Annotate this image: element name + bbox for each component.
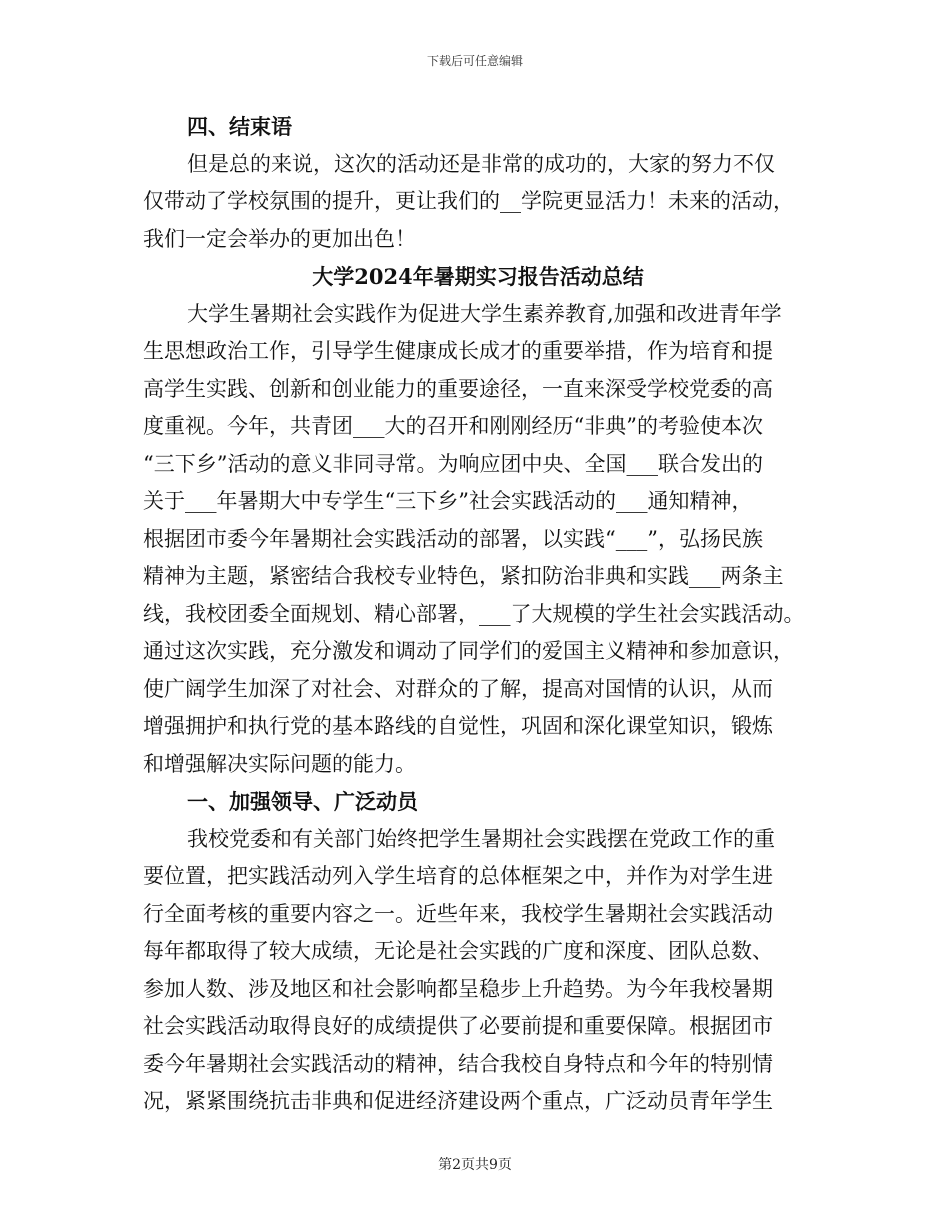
paragraph-line: 增强拥护和执行党的基本路线的自觉性，巩固和深化课堂知识，锻炼 bbox=[143, 714, 773, 738]
paragraph-line: “三下乡”活动的意义非同寻常。为响应团中央、全国___联合发出的 bbox=[143, 451, 763, 476]
page-number: 第2页共9页 bbox=[438, 1157, 512, 1173]
section-four-heading: 四、结束语 bbox=[187, 114, 292, 139]
paragraph-line: 社会实践活动取得良好的成绩提供了必要前提和重要保障。根据团市 bbox=[143, 1014, 773, 1038]
paragraph-line: 仅带动了学校氛围的提升，更让我们的__学院更显活力！未来的活动， bbox=[143, 189, 794, 213]
paragraph-line: 要位置，把实践活动列入学生培育的总体框架之中，并作为对学生进 bbox=[143, 864, 773, 888]
paragraph-line: 生思想政治工作，引导学生健康成长成才的重要举措，作为培育和提 bbox=[143, 339, 773, 363]
paragraph-line: 大学生暑期社会实践作为促进大学生素养教育,加强和改进青年学 bbox=[187, 301, 782, 326]
page-header: 下载后可任意编辑 bbox=[426, 54, 523, 68]
paragraph-line: 况，紧紧围绕抗击非典和促进经济建设两个重点，广泛动员青年学生 bbox=[143, 1089, 773, 1113]
paragraph-line: 和增强解决实际问题的能力。 bbox=[143, 751, 416, 776]
paragraph-line: 参加人数、涉及地区和社会影响都呈稳步上升趋势。为今年我校暑期 bbox=[143, 976, 773, 1001]
paragraph-line: 高学生实践、创新和创业能力的重要途径，一直来深受学校党委的高 bbox=[143, 376, 773, 401]
paragraph-line: 线，我校团委全面规划、精心部署，___了大规模的学生社会实践活动。 bbox=[143, 601, 805, 626]
paragraph-line: 度重视。今年，共青团___大的召开和刚刚经历“非典”的考验使本次 bbox=[143, 414, 763, 438]
article-title: 大学2024年暑期实习报告活动总结 bbox=[312, 264, 644, 289]
paragraph-line: 精神为主题，紧密结合我校专业特色，紧扣防治非典和实践___两条主 bbox=[143, 564, 784, 588]
paragraph-line: 行全面考核的重要内容之一。近些年来，我校学生暑期社会实践活动 bbox=[143, 901, 773, 926]
paragraph-line: 委今年暑期社会实践活动的精神，结合我校自身特点和今年的特别情 bbox=[143, 1051, 773, 1076]
paragraph-line: 我校党委和有关部门始终把学生暑期社会实践摆在党政工作的重 bbox=[187, 826, 775, 851]
document-body bbox=[143, 108, 813, 1121]
section-one-heading: 一、加强领导、广泛动员 bbox=[187, 789, 418, 814]
paragraph-line: 每年都取得了较大成绩，无论是社会实践的广度和深度、团队总数、 bbox=[143, 939, 773, 963]
paragraph-line: 根据团市委今年暑期社会实践活动的部署，以实践“___”，弘扬民族 bbox=[143, 526, 763, 551]
paragraph-line: 通过这次实践，充分激发和调动了同学们的爱国主义精神和参加意识， bbox=[143, 639, 794, 663]
paragraph-line: 使广阔学生加深了对社会、对群众的了解，提高对国情的认识，从而 bbox=[143, 676, 773, 701]
paragraph-line: 关于___年暑期大中专学生“三下乡”社会实践活动的___通知精神， bbox=[143, 489, 753, 513]
paragraph-line: 我们一定会举办的更加出色！ bbox=[143, 226, 416, 251]
paragraph-line: 但是总的来说，这次的活动还是非常的成功的，大家的努力不仅 bbox=[187, 151, 775, 176]
